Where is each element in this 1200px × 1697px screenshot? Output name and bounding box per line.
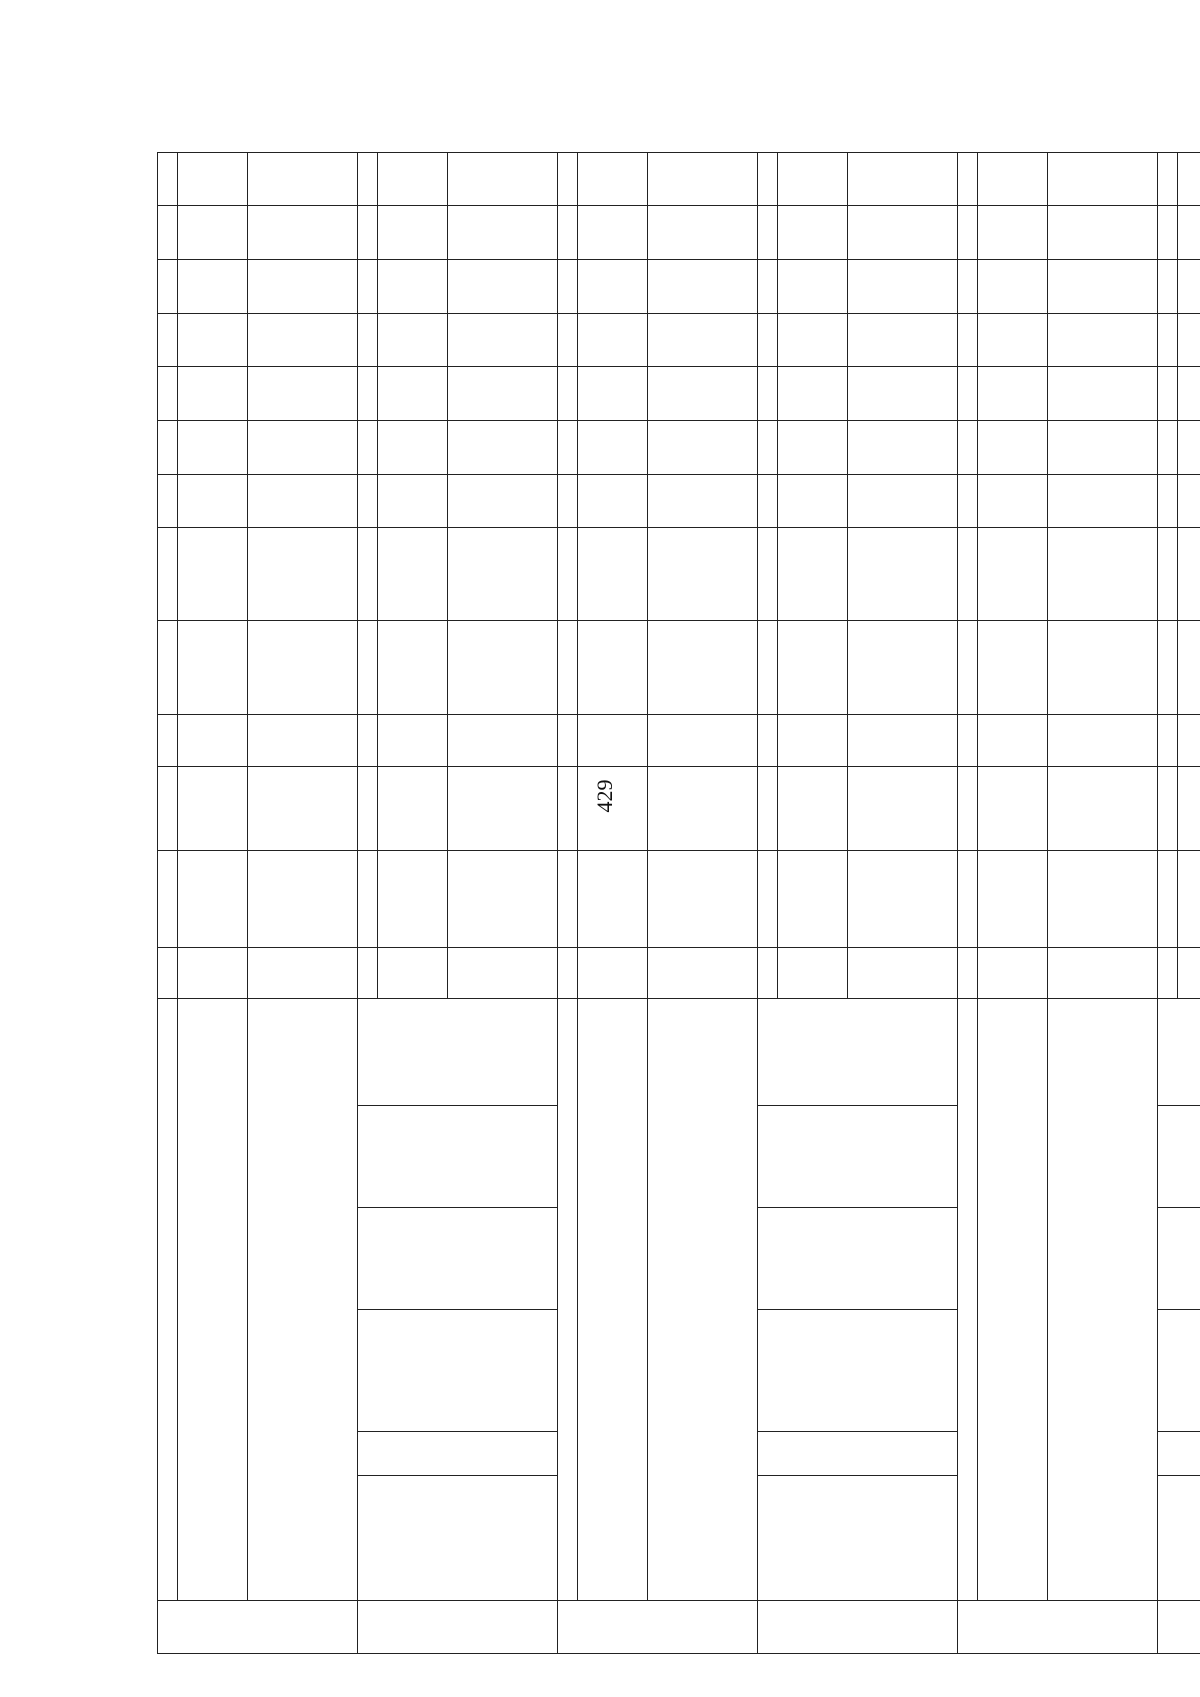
amount-cell — [578, 474, 648, 528]
amount-cell — [848, 313, 958, 367]
work-type — [1158, 1310, 1200, 1432]
amount-cell — [248, 621, 358, 715]
amount-cell — [1048, 313, 1158, 367]
amount-cell — [178, 474, 248, 528]
amount-cell — [958, 367, 978, 421]
row-number — [958, 1601, 1158, 1654]
amount-cell — [178, 367, 248, 421]
work-type — [758, 1310, 958, 1432]
empty-cell — [1048, 998, 1158, 1601]
amount-cell — [248, 715, 358, 767]
commission-date — [758, 1106, 958, 1208]
empty-cell — [978, 998, 1048, 1601]
amount-cell — [848, 421, 958, 475]
amount-cell — [448, 474, 558, 528]
amount-cell — [558, 528, 578, 621]
amount-cell — [448, 367, 558, 421]
amount-cell — [1178, 621, 1200, 715]
table-row — [648, 66, 758, 1654]
amount-cell — [778, 715, 848, 767]
row-number — [1158, 1601, 1200, 1654]
table-row — [958, 66, 978, 1654]
limit-value — [578, 948, 648, 999]
limit-value — [558, 948, 578, 999]
amount-cell — [958, 152, 978, 206]
empty-cell — [648, 998, 758, 1601]
amount-cell — [1048, 152, 1158, 206]
amount-cell — [978, 206, 1048, 260]
amount-cell — [648, 313, 758, 367]
amount-cell — [1178, 367, 1200, 421]
amount-cell — [778, 766, 848, 851]
limit-value — [1048, 948, 1158, 999]
amount-cell — [758, 260, 778, 314]
amount-cell — [378, 715, 448, 767]
amount-cell — [758, 421, 778, 475]
amount-cell — [178, 260, 248, 314]
amount-cell — [1158, 152, 1178, 206]
amount-cell — [378, 621, 448, 715]
amount-cell — [1178, 421, 1200, 475]
amount-cell — [778, 260, 848, 314]
amount-cell — [1048, 621, 1158, 715]
amount-cell — [778, 313, 848, 367]
commission-date — [1158, 1106, 1200, 1208]
limit-value — [448, 948, 558, 999]
amount-cell — [378, 766, 448, 851]
object-name — [358, 1475, 558, 1601]
amount-cell — [578, 715, 648, 767]
amount-cell — [648, 621, 758, 715]
amount-cell — [558, 474, 578, 528]
amount-cell — [378, 474, 448, 528]
amount-cell — [848, 152, 958, 206]
amount-cell — [978, 621, 1048, 715]
amount-cell — [758, 367, 778, 421]
amount-cell — [448, 528, 558, 621]
amount-cell — [758, 313, 778, 367]
amount-cell — [978, 260, 1048, 314]
amount-cell — [448, 313, 558, 367]
amount-cell — [848, 367, 958, 421]
work-period — [1158, 1208, 1200, 1310]
limit-value — [358, 948, 378, 999]
amount-cell — [378, 421, 448, 475]
amount-cell — [978, 367, 1048, 421]
amount-cell — [648, 715, 758, 767]
amount-cell — [648, 260, 758, 314]
section-title — [558, 998, 578, 1601]
amount-cell — [248, 421, 358, 475]
amount-cell — [578, 421, 648, 475]
amount-cell — [158, 152, 178, 206]
amount-cell — [158, 260, 178, 314]
amount-cell — [248, 766, 358, 851]
funding-source — [248, 851, 358, 948]
amount-cell — [1158, 474, 1178, 528]
amount-cell — [158, 206, 178, 260]
amount-cell — [448, 421, 558, 475]
amount-cell — [248, 528, 358, 621]
funding-source — [378, 851, 448, 948]
table-row — [358, 66, 378, 1654]
amount-cell — [778, 421, 848, 475]
amount-cell — [958, 206, 978, 260]
amount-cell — [178, 621, 248, 715]
amount-cell — [978, 421, 1048, 475]
table-row — [558, 66, 578, 1654]
amount-cell — [778, 152, 848, 206]
limit-value — [848, 948, 958, 999]
table-row — [978, 66, 1048, 1654]
limit-value — [778, 948, 848, 999]
amount-cell — [1048, 260, 1158, 314]
table-row — [1158, 66, 1178, 1654]
amount-cell — [178, 766, 248, 851]
amount-cell — [958, 766, 978, 851]
funding-source — [978, 851, 1048, 948]
amount-cell — [248, 152, 358, 206]
limit-value — [958, 948, 978, 999]
amount-cell — [358, 260, 378, 314]
table-row — [158, 66, 178, 1654]
amount-cell — [958, 715, 978, 767]
amount-cell — [358, 621, 378, 715]
amount-cell — [1158, 367, 1178, 421]
amount-cell — [848, 715, 958, 767]
amount-cell — [848, 260, 958, 314]
amount-cell — [378, 528, 448, 621]
amount-cell — [578, 260, 648, 314]
amount-cell — [158, 474, 178, 528]
amount-cell — [358, 367, 378, 421]
amount-cell — [1158, 313, 1178, 367]
amount-cell — [848, 766, 958, 851]
amount-cell — [958, 474, 978, 528]
limit-value — [978, 948, 1048, 999]
amount-cell — [448, 260, 558, 314]
amount-cell — [758, 528, 778, 621]
limit-value — [1178, 948, 1200, 999]
amount-cell — [978, 766, 1048, 851]
funding-source — [358, 851, 378, 948]
amount-cell — [158, 313, 178, 367]
amount-cell — [978, 152, 1048, 206]
funding-source — [1048, 851, 1158, 948]
limit-value — [378, 948, 448, 999]
section-title — [958, 998, 978, 1601]
amount-cell — [758, 152, 778, 206]
amount-cell — [248, 260, 358, 314]
amount-cell — [1048, 715, 1158, 767]
section-title — [158, 998, 178, 1601]
row-number — [558, 1601, 758, 1654]
amount-cell — [578, 528, 648, 621]
amount-cell — [578, 766, 648, 851]
amount-cell — [978, 528, 1048, 621]
amount-cell — [448, 766, 558, 851]
amount-cell — [248, 367, 358, 421]
commission-date — [358, 1106, 558, 1208]
object-name — [758, 1475, 958, 1601]
amount-cell — [578, 621, 648, 715]
funding-source — [648, 851, 758, 948]
amount-cell — [648, 474, 758, 528]
amount-cell — [178, 152, 248, 206]
amount-cell — [158, 528, 178, 621]
amount-cell — [558, 367, 578, 421]
amount-cell — [378, 367, 448, 421]
amount-cell — [758, 206, 778, 260]
amount-cell — [248, 206, 358, 260]
amount-cell — [558, 313, 578, 367]
amount-cell — [578, 313, 648, 367]
table-row — [758, 66, 778, 1654]
amount-cell — [378, 152, 448, 206]
amount-cell — [1158, 421, 1178, 475]
amount-cell — [358, 421, 378, 475]
amount-cell — [1178, 474, 1200, 528]
object-name — [1158, 1475, 1200, 1601]
object-power — [1158, 1432, 1200, 1475]
amount-cell — [778, 528, 848, 621]
table-row — [1048, 66, 1158, 1654]
object-power — [358, 1432, 558, 1475]
amount-cell — [358, 528, 378, 621]
amount-cell — [1178, 152, 1200, 206]
amount-cell — [158, 367, 178, 421]
row-number — [358, 1601, 558, 1654]
amount-cell — [958, 621, 978, 715]
amount-cell — [648, 206, 758, 260]
amount-cell — [778, 474, 848, 528]
amount-cell — [558, 152, 578, 206]
work-type — [358, 1310, 558, 1432]
funding-source — [958, 851, 978, 948]
amount-cell — [178, 421, 248, 475]
amount-cell — [578, 206, 648, 260]
empty-cell — [248, 998, 358, 1601]
amount-cell — [978, 313, 1048, 367]
object-cost — [758, 998, 958, 1105]
amount-cell — [778, 367, 848, 421]
amount-cell — [1178, 528, 1200, 621]
amount-cell — [1158, 715, 1178, 767]
amount-cell — [158, 421, 178, 475]
amount-cell — [758, 621, 778, 715]
limit-value — [1158, 948, 1178, 999]
amount-cell — [248, 313, 358, 367]
amount-cell — [1158, 621, 1178, 715]
amount-cell — [448, 715, 558, 767]
amount-cell — [178, 715, 248, 767]
amount-cell — [1158, 260, 1178, 314]
amount-cell — [358, 474, 378, 528]
work-period — [758, 1208, 958, 1310]
amount-cell — [158, 715, 178, 767]
amount-cell — [448, 621, 558, 715]
financing-table — [157, 65, 1200, 1654]
amount-cell — [558, 621, 578, 715]
amount-cell — [758, 474, 778, 528]
amount-cell — [1178, 766, 1200, 851]
amount-cell — [848, 206, 958, 260]
amount-cell — [358, 152, 378, 206]
amount-cell — [558, 421, 578, 475]
page-number: 429 — [592, 779, 617, 813]
limit-value — [248, 948, 358, 999]
funding-source — [558, 851, 578, 948]
table-row — [178, 66, 248, 1654]
amount-cell — [358, 715, 378, 767]
rotated-table-container — [157, 65, 1065, 1654]
limit-value — [758, 948, 778, 999]
amount-cell — [358, 313, 378, 367]
amount-cell — [1048, 206, 1158, 260]
amount-cell — [958, 421, 978, 475]
amount-cell — [958, 528, 978, 621]
table-body — [158, 66, 1200, 1654]
amount-cell — [1158, 528, 1178, 621]
amount-cell — [578, 152, 648, 206]
funding-source — [848, 851, 958, 948]
amount-cell — [178, 206, 248, 260]
amount-cell — [1178, 313, 1200, 367]
table-row — [248, 66, 358, 1654]
table-row — [578, 66, 648, 1654]
amount-cell — [1048, 528, 1158, 621]
amount-cell — [358, 206, 378, 260]
empty-cell — [578, 998, 648, 1601]
funding-source — [758, 851, 778, 948]
amount-cell — [778, 621, 848, 715]
limit-value — [648, 948, 758, 999]
amount-cell — [848, 474, 958, 528]
amount-cell — [1158, 766, 1178, 851]
amount-cell — [1178, 260, 1200, 314]
limit-value — [158, 948, 178, 999]
amount-cell — [1158, 206, 1178, 260]
amount-cell — [648, 528, 758, 621]
limit-value — [178, 948, 248, 999]
amount-cell — [378, 313, 448, 367]
empty-cell — [178, 998, 248, 1601]
amount-cell — [1048, 421, 1158, 475]
funding-source — [158, 851, 178, 948]
funding-source — [178, 851, 248, 948]
amount-cell — [758, 766, 778, 851]
amount-cell — [178, 313, 248, 367]
amount-cell — [378, 206, 448, 260]
amount-cell — [358, 766, 378, 851]
amount-cell — [1048, 766, 1158, 851]
funding-source — [578, 851, 648, 948]
amount-cell — [1178, 206, 1200, 260]
amount-cell — [378, 260, 448, 314]
amount-cell — [958, 260, 978, 314]
amount-cell — [448, 206, 558, 260]
amount-cell — [1048, 474, 1158, 528]
amount-cell — [958, 313, 978, 367]
amount-cell — [158, 766, 178, 851]
funding-source — [1158, 851, 1178, 948]
amount-cell — [248, 474, 358, 528]
amount-cell — [758, 715, 778, 767]
object-cost — [358, 998, 558, 1105]
amount-cell — [448, 152, 558, 206]
amount-cell — [648, 421, 758, 475]
amount-cell — [648, 766, 758, 851]
amount-cell — [558, 260, 578, 314]
amount-cell — [1048, 367, 1158, 421]
amount-cell — [648, 152, 758, 206]
amount-cell — [978, 715, 1048, 767]
row-number — [758, 1601, 958, 1654]
amount-cell — [848, 528, 958, 621]
amount-cell — [178, 528, 248, 621]
amount-cell — [978, 474, 1048, 528]
funding-source — [448, 851, 558, 948]
amount-cell — [1178, 715, 1200, 767]
object-cost — [1158, 998, 1200, 1105]
amount-cell — [558, 766, 578, 851]
work-period — [358, 1208, 558, 1310]
row-number — [158, 1601, 358, 1654]
amount-cell — [158, 621, 178, 715]
amount-cell — [578, 367, 648, 421]
amount-cell — [648, 367, 758, 421]
object-power — [758, 1432, 958, 1475]
amount-cell — [558, 715, 578, 767]
funding-source — [778, 851, 848, 948]
amount-cell — [778, 206, 848, 260]
amount-cell — [558, 206, 578, 260]
funding-source — [1178, 851, 1200, 948]
amount-cell — [848, 621, 958, 715]
